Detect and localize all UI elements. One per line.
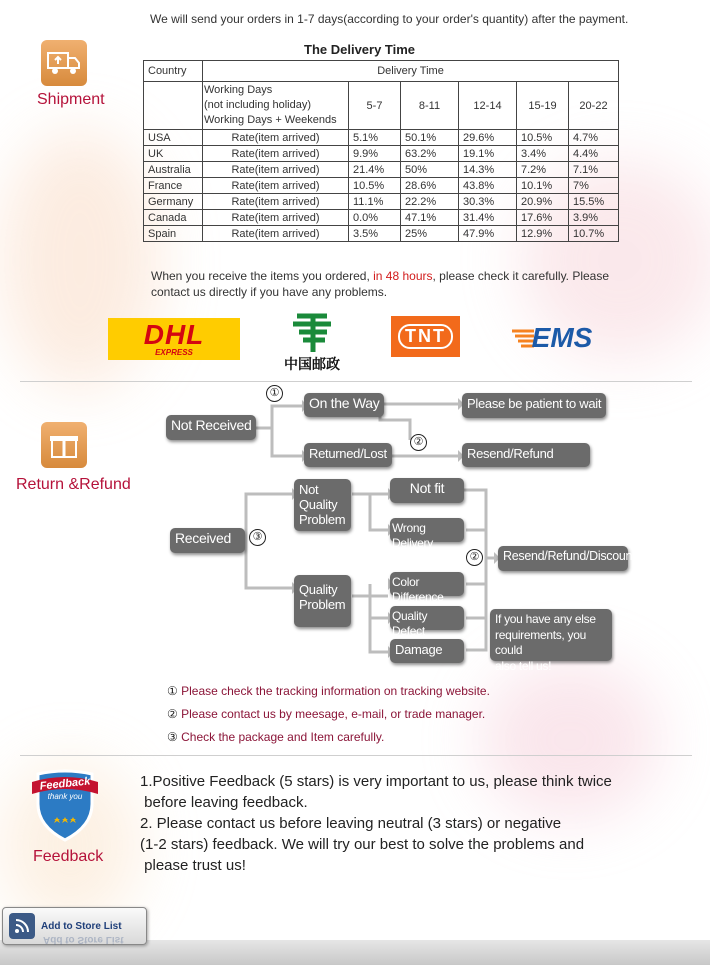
note-highlight: in 48 hours bbox=[373, 269, 433, 283]
quality-problem-box bbox=[294, 575, 351, 627]
rate-cell: 10.5% bbox=[517, 130, 569, 146]
rate-cell: 19.1% bbox=[459, 146, 517, 162]
rate-cell: 7.2% bbox=[517, 162, 569, 178]
delivery-title: The Delivery Time bbox=[304, 42, 416, 57]
rate-cell: 31.4% bbox=[459, 210, 517, 226]
box-line: Problem bbox=[299, 597, 346, 612]
rate-cell: 3.5% bbox=[349, 226, 401, 242]
country-cell: UK bbox=[144, 146, 203, 162]
store-label-reflection: Add to Store List bbox=[43, 934, 124, 945]
box-line: Quality bbox=[299, 582, 338, 597]
country-cell: Australia bbox=[144, 162, 203, 178]
feedback-line: 2. Please contact us before leaving neutral (3 stars) or negative bbox=[140, 815, 562, 832]
feedback-text bbox=[140, 771, 660, 876]
ems-text: EMS bbox=[531, 322, 593, 353]
note-marker: ③ bbox=[167, 730, 178, 744]
not-received-box: Not Received bbox=[166, 415, 256, 440]
box-line: Problem bbox=[299, 512, 346, 527]
returned-lost-box: Returned/Lost bbox=[304, 443, 392, 467]
range-header: 20-22 bbox=[569, 82, 619, 130]
step-marker: ② bbox=[410, 434, 427, 451]
rate-cell: 10.5% bbox=[349, 178, 401, 194]
not-quality-problem-box bbox=[294, 479, 351, 531]
rate-cell: 15.5% bbox=[569, 194, 619, 210]
rate-cell: 9.9% bbox=[349, 146, 401, 162]
box-line: also tell us! bbox=[495, 658, 552, 673]
metric-cell: Rate(item arrived) bbox=[203, 146, 349, 162]
rate-cell: 14.3% bbox=[459, 162, 517, 178]
step-marker: ② bbox=[466, 549, 483, 566]
shipment-label: Shipment bbox=[37, 91, 105, 108]
return-note bbox=[167, 684, 490, 698]
rate-cell: 7% bbox=[569, 178, 619, 194]
working-days-line: Working Days bbox=[204, 84, 273, 96]
dhl-text: DHL bbox=[143, 318, 205, 350]
rate-cell: 50% bbox=[401, 162, 459, 178]
rate-cell: 4.7% bbox=[569, 130, 619, 146]
note-marker: ① bbox=[167, 684, 178, 698]
range-header: 8-11 bbox=[401, 82, 459, 130]
rate-cell: 50.1% bbox=[401, 130, 459, 146]
quality-defect-box: Quality Defect bbox=[390, 606, 464, 630]
resend-refund-box: Resend/Refund bbox=[462, 443, 590, 467]
note-text: Please check the tracking information on tracking website. bbox=[177, 684, 490, 698]
metric-cell: Rate(item arrived) bbox=[203, 130, 349, 146]
return-note bbox=[167, 707, 485, 721]
rate-cell: 63.2% bbox=[401, 146, 459, 162]
rate-cell: 20.9% bbox=[517, 194, 569, 210]
return-note bbox=[167, 730, 384, 744]
on-the-way-box: On the Way bbox=[304, 393, 384, 417]
rate-cell: 7.1% bbox=[569, 162, 619, 178]
feedback-line: 1.Positive Feedback (5 stars) is very important to us, please think twice bbox=[140, 773, 612, 790]
store-label: Add to Store List bbox=[41, 920, 122, 932]
step-marker: ① bbox=[266, 385, 283, 402]
note-text: Please contact us by meesage, e-mail, or trade manager. bbox=[177, 707, 486, 721]
color-difference-box: Color Difference bbox=[390, 572, 464, 596]
metric-cell: Rate(item arrived) bbox=[203, 178, 349, 194]
add-to-store-list-button[interactable] bbox=[2, 907, 147, 945]
box-line: requirements, you could bbox=[495, 627, 586, 657]
metric-cell: Rate(item arrived) bbox=[203, 194, 349, 210]
country-header: Country bbox=[144, 61, 203, 82]
rate-cell: 12.9% bbox=[517, 226, 569, 242]
country-cell: USA bbox=[144, 130, 203, 146]
feedback-badge bbox=[32, 768, 98, 842]
working-days-line: Working Days + Weekends bbox=[204, 114, 337, 126]
tnt-text: TNT bbox=[398, 324, 453, 349]
rate-cell: 4.4% bbox=[569, 146, 619, 162]
wrong-delivery-box: Wrong Delivery bbox=[390, 518, 464, 542]
feedback-label: Feedback bbox=[33, 848, 104, 865]
rate-cell: 29.6% bbox=[459, 130, 517, 146]
rate-cell: 30.3% bbox=[459, 194, 517, 210]
note-text: Check the package and Item carefully. bbox=[177, 730, 385, 744]
metric-cell: Rate(item arrived) bbox=[203, 162, 349, 178]
rate-cell: 0.0% bbox=[349, 210, 401, 226]
rate-cell: 3.9% bbox=[569, 210, 619, 226]
rate-cell: 10.1% bbox=[517, 178, 569, 194]
rate-cell: 3.4% bbox=[517, 146, 569, 162]
patient-box: Please be patient to wait bbox=[462, 393, 606, 418]
country-cell: Canada bbox=[144, 210, 203, 226]
metric-cell: Rate(item arrived) bbox=[203, 210, 349, 226]
note-marker: ② bbox=[167, 707, 178, 721]
rate-cell: 43.8% bbox=[459, 178, 517, 194]
rate-cell: 25% bbox=[401, 226, 459, 242]
box-line: Quality bbox=[299, 497, 338, 512]
rss-icon bbox=[9, 913, 35, 939]
rate-cell: 21.4% bbox=[349, 162, 401, 178]
feedback-line: before leaving feedback. bbox=[140, 794, 308, 811]
note-text: , please check it carefully. Please contact us directly if you have any problems. bbox=[151, 269, 610, 299]
badge-sub: thank you bbox=[47, 792, 83, 801]
working-days-line: (not including holiday) bbox=[204, 99, 312, 111]
rate-cell: 28.6% bbox=[401, 178, 459, 194]
country-cell: France bbox=[144, 178, 203, 194]
rate-cell: 10.7% bbox=[569, 226, 619, 242]
rate-cell: 11.1% bbox=[349, 194, 401, 210]
intro-text: We will send your orders in 1-7 days(according to your order's quantity) after the payment. bbox=[150, 12, 629, 26]
feedback-line: please trust us! bbox=[140, 857, 246, 874]
range-header: 5-7 bbox=[349, 82, 401, 130]
dhl-sub: EXPRESS bbox=[155, 347, 193, 357]
else-requirements-box bbox=[490, 609, 612, 673]
not-fit-box: Not fit bbox=[390, 478, 464, 503]
range-header: 15-19 bbox=[517, 82, 569, 130]
received-box: Received bbox=[170, 528, 245, 553]
badge-title: Feedback bbox=[39, 775, 91, 793]
rate-cell: 47.9% bbox=[459, 226, 517, 242]
return-refund-label: Return &Refund bbox=[16, 476, 131, 493]
rate-cell: 17.6% bbox=[517, 210, 569, 226]
divider bbox=[20, 755, 692, 756]
feedback-line: (1-2 stars) feedback. We will try our best to solve the problems and bbox=[140, 836, 585, 853]
country-cell: Spain bbox=[144, 226, 203, 242]
metric-cell: Rate(item arrived) bbox=[203, 226, 349, 242]
country-cell: Germany bbox=[144, 194, 203, 210]
box-line: Not bbox=[299, 482, 319, 497]
china-post-text: 中国邮政 bbox=[284, 356, 340, 372]
rate-cell: 22.2% bbox=[401, 194, 459, 210]
box-line: If you have any else bbox=[495, 612, 596, 626]
resend-refund-discount-box: Resend/Refund/Discount bbox=[498, 546, 628, 571]
rate-cell: 47.1% bbox=[401, 210, 459, 226]
range-header: 12-14 bbox=[459, 82, 517, 130]
delivery-time-header: Delivery Time bbox=[203, 61, 619, 82]
damage-box: Damage bbox=[390, 639, 464, 663]
note-text: When you receive the items you ordered, bbox=[151, 269, 374, 283]
step-marker: ③ bbox=[249, 529, 266, 546]
rate-cell: 5.1% bbox=[349, 130, 401, 146]
